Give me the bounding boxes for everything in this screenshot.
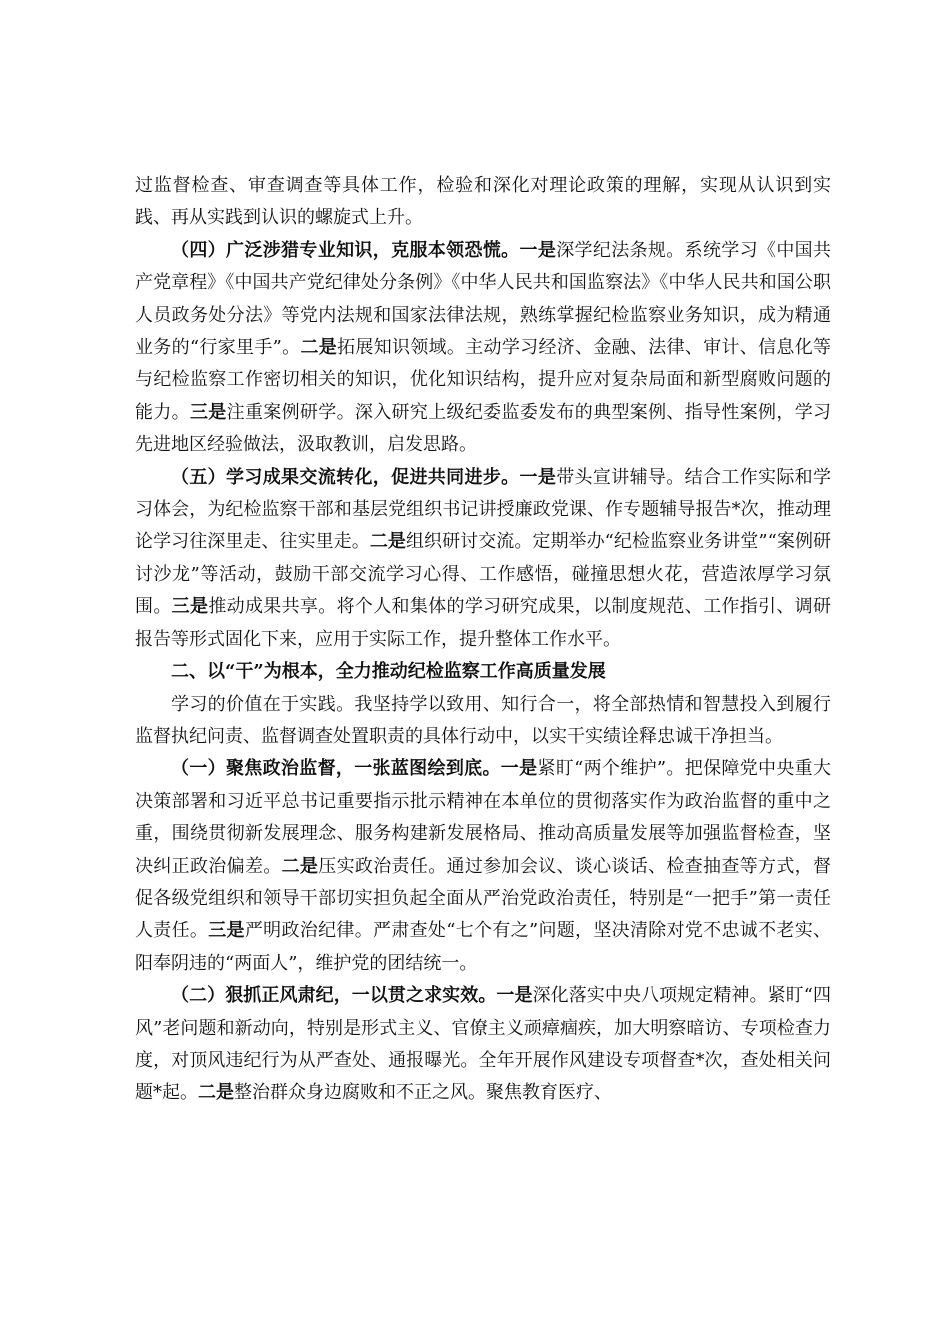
document-page: [135, 170, 831, 1110]
paragraph-section-5: [135, 462, 831, 656]
text-run: 学习的价值在于实践。我坚持学以致用、知行合一，将全部热情和智慧投入到履行监督执纪问责、监督调查处置职责的具体行动中，以实干实绩诠释忠诚干净担当。: [135, 693, 831, 747]
chapter-heading: [135, 656, 831, 688]
text-run: 带头宣讲辅导。结合工作实际和学习体会，为纪检监察干部和基层党组织书记讲授廉政党课、作专题辅导报告*次，推动理论学习往深里走、往实里走。: [135, 466, 832, 553]
text-run: 组织研讨交流。定期举办“纪检监察业务讲堂”“案例研讨沙龙”等活动，鼓励干部交流学习心得、工作感悟，碰撞思想火花，营造浓厚学习氛围。: [135, 531, 832, 618]
text-run: 压实政治责任。通过参加会议、谈心谈话、检查抽查等方式，督促各级党组织和领导干部切实担负起全面从严治党政治责任，特别是“一把手”第一责任人责任。: [135, 855, 832, 942]
paragraph-intro: [135, 689, 831, 754]
text-run: 紧盯“两个维护”。把保障党中央重大决策部署和习近平总书记重要指示批示精神在本单位的贯彻落实作为政治监督的重中之重，围绕贯彻新发展理念、服务构建新发展格局、推动高质量发展等加强监督检查，坚决纠正政治偏差。: [135, 758, 832, 877]
section-heading: （四）广泛涉猎专业知识，克服本领恐慌。: [171, 239, 520, 261]
section-heading: （二）狠抓正风肃纪，一以贯之求实效。: [171, 985, 497, 1007]
text-run: 深化落实中央八项规定精神。紧盯“四风”老问题和新动向，特别是形式主义、官僚主义顽瘴痼疾，加大明察暗访、专项检查力度，对顶风违纪行为从严查处、通报曝光。全年开展作风建设专项督查*次，查处相关问题*起。: [135, 985, 832, 1104]
text-run: 过监督检查、审查调查等具体工作，检验和深化对理论政策的理解，实现从认识到实践、再从实践到认识的螺旋式上升。: [135, 175, 831, 229]
text-run: 严明政治纪律。严肃查处“七个有之”问题，坚决清除对党不忠诚不老实、阳奉阴违的“两面人”，维护党的团结统一。: [135, 920, 832, 974]
paragraph-section-2: [135, 980, 831, 1110]
text-run: 深学纪法条规。系统学习《中国共产党章程》《中国共产党纪律处分条例》《中华人民共和国监察法》《中华人民共和国公职人员政务处分法》等党内法规和国家法律法规，熟练掌握纪检监察业务知识，成为精通业务的“行家里手”。: [135, 239, 832, 359]
item-marker: 二是: [198, 1082, 234, 1104]
item-marker: 一是: [519, 239, 557, 261]
item-marker: 二是: [369, 531, 406, 553]
chapter-heading-text: 二、以“干”为根本，全力推动纪检监察工作高质量发展: [171, 661, 606, 683]
item-marker: 二是: [300, 337, 338, 359]
item-marker: 三是: [189, 401, 227, 423]
item-marker: 一是: [500, 758, 538, 780]
paragraph-section-1: [135, 753, 831, 980]
item-marker: 一是: [519, 466, 557, 488]
text-run: 拓展知识领域。主动学习经济、金融、法律、审计、信息化等与纪检监察工作密切相关的知识，优化知识结构，提升应对复杂局面和新型腐败问题的能力。: [135, 337, 832, 423]
paragraph-section-4: [135, 235, 831, 462]
text-run: 整治群众身边腐败和不正之风。聚焦教育医疗、: [234, 1082, 612, 1104]
item-marker: 三是: [171, 596, 209, 618]
text-run: 推动成果共享。将个人和集体的学习研究成果，以制度规范、工作指引、调研报告等形式固化下来，应用于实际工作，提升整体工作水平。: [135, 596, 832, 650]
section-heading: （一）聚焦政治监督，一张蓝图绘到底。: [171, 758, 501, 780]
section-heading: （五）学习成果交流转化，促进共同进步。: [171, 466, 520, 488]
text-run: 注重案例研学。深入研究上级纪委监委发布的典型案例、指导性案例，学习先进地区经验做法，汲取教训，启发思路。: [135, 401, 832, 456]
item-marker: 二是: [281, 855, 319, 877]
item-marker: 一是: [496, 985, 533, 1007]
paragraph-continuation: [135, 170, 831, 235]
item-marker: 三是: [208, 920, 245, 942]
